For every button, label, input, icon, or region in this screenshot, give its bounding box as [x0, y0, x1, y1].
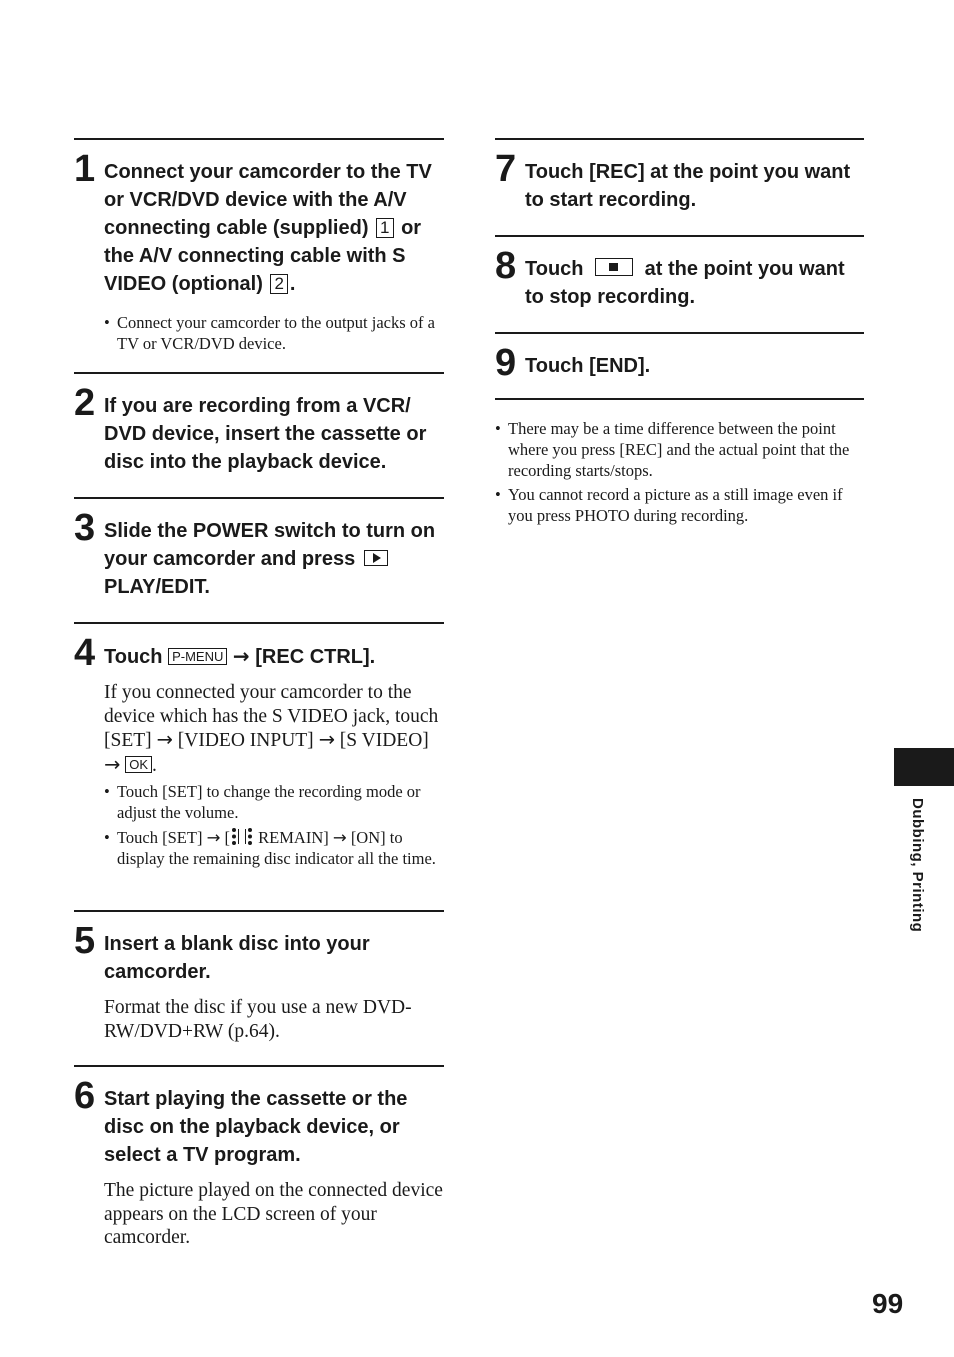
- stop-icon: [595, 258, 633, 276]
- note-item: • Touch [SET] to change the recording mode or adjust the volume.: [104, 781, 444, 823]
- step-number: 3: [74, 507, 96, 549]
- left-column: [74, 138, 444, 1250]
- step-notes: [104, 781, 444, 869]
- arrow-icon: →: [318, 728, 335, 751]
- step-number: 5: [74, 920, 96, 962]
- step-7: [495, 138, 864, 235]
- step-number: 9: [495, 342, 517, 384]
- step-title: Touch [REC] at the point you want to start recording.: [525, 161, 851, 211]
- step-number: 8: [495, 245, 517, 287]
- step-title: Start playing the cassette or the disc on the playback device, or select a TV program.: [104, 1088, 408, 1166]
- film-icon: [232, 828, 252, 845]
- arrow-icon: →: [156, 728, 173, 751]
- play-icon: [364, 550, 388, 566]
- step-title: Touch [END].: [525, 355, 651, 377]
- step-title: Touch at the point you want to stop recording.: [525, 258, 845, 308]
- step-4: [74, 622, 444, 910]
- step-body: The picture played on the connected device appears on the LCD screen of your camcorder.: [104, 1180, 443, 1248]
- step-number: 6: [74, 1075, 96, 1117]
- section-tab: [894, 748, 954, 786]
- note-item: • You cannot record a picture as a still image even if you press PHOTO during recording.: [495, 484, 864, 526]
- step-number: 4: [74, 632, 96, 674]
- step-body: Format the disc if you use a new DVD-RW/DVD+RW (p.64).: [104, 997, 412, 1042]
- arrow-icon: →: [206, 828, 221, 847]
- step-title: Connect your camcorder to the TV or VCR/DVD device with the A/V connecting cable (supplied) 1 or the A/V connecting cable with S VIDEO (optional) 2 .: [104, 161, 432, 295]
- step-body: If you connected your camcorder to the device which has the S VIDEO jack, touch [SET] → [VIDEO INPUT] → [S VIDEO] → OK .: [104, 682, 439, 776]
- step-title: Insert a blank disc into your camcorder.: [104, 933, 370, 983]
- note-item: • There may be a time difference between the point where you press [REC] and the actual point that the recording starts/stops.: [495, 418, 864, 481]
- ok-icon: OK: [125, 756, 152, 773]
- arrow-icon: →: [232, 644, 250, 668]
- step-5: [74, 910, 444, 1065]
- step-title: Touch P-MENU → [REC CTRL].: [104, 644, 376, 668]
- step-number: 1: [74, 148, 96, 190]
- step-title: If you are recording from a VCR/ DVD device, insert the cassette or disc into the playback device.: [104, 395, 427, 473]
- note-item: • Touch [SET] → [ REMAIN] → [ON] to display the remaining disc indicator all the time.: [104, 827, 444, 869]
- arrow-icon: →: [104, 752, 121, 776]
- step-6: [74, 1065, 444, 1250]
- right-column: [495, 138, 864, 526]
- step-number: 7: [495, 148, 517, 190]
- step-9: [495, 332, 864, 398]
- step-number: 2: [74, 382, 96, 424]
- step-title: Slide the POWER switch to turn on your camcorder and press PLAY/EDIT.: [104, 520, 436, 598]
- connector-2-label: 2: [270, 274, 287, 294]
- step-notes: [104, 312, 444, 354]
- page-number: 99: [872, 1288, 904, 1319]
- section-label: Dubbing, Printing: [909, 798, 926, 933]
- note-item: • Connect your camcorder to the output jacks of a TV or VCR/DVD device.: [104, 312, 444, 354]
- step-8: [495, 235, 864, 332]
- notes-list: [495, 418, 864, 526]
- arrow-icon: →: [332, 828, 347, 847]
- connector-1-label: 1: [376, 218, 393, 238]
- step-1: [74, 138, 444, 372]
- step-2: [74, 372, 444, 497]
- step-3: [74, 497, 444, 622]
- notes-divider: [495, 398, 864, 400]
- p-menu-icon: P-MENU: [168, 648, 227, 665]
